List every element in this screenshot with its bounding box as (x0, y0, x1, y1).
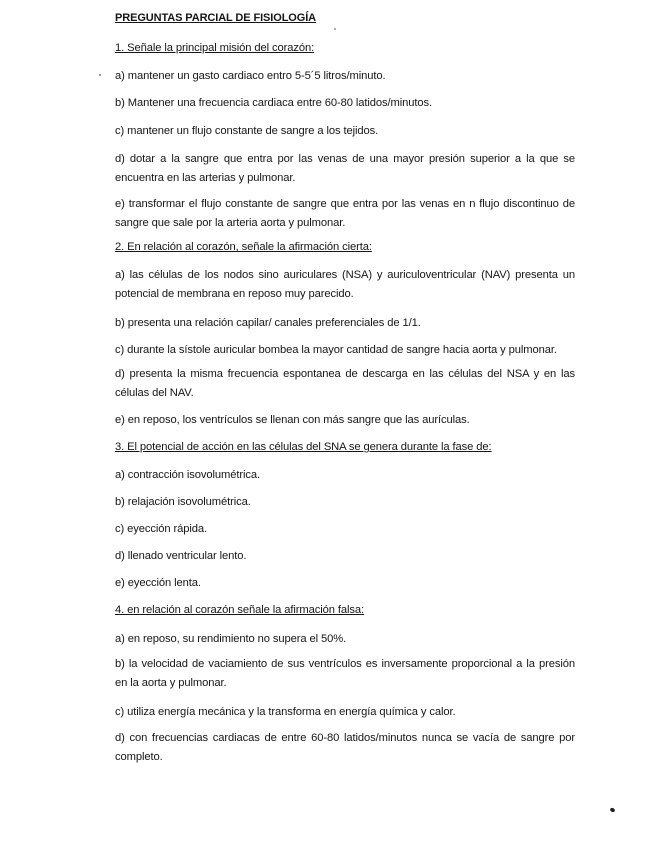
scan-speck (334, 28, 336, 30)
q1-option-b: b) Mantener una frecuencia cardiaca entre 60-80 latidos/minutos. (115, 97, 432, 109)
q1-option-a: a) mantener un gasto cardiaco entro 5-5´5 litros/minuto. (115, 70, 386, 82)
q1-option-c: c) mantener un flujo constante de sangre a los tejidos. (115, 125, 379, 137)
scan-speck (99, 74, 101, 76)
q3-option-d: d) llenado ventricular lento. (115, 550, 247, 562)
question-3-prompt: 3. El potencial de acción en las células del SNA se genera durante la fase de: (115, 441, 492, 453)
q3-option-b: b) relajación isovolumétrica. (115, 496, 251, 508)
q3-option-a: a) contracción isovolumétrica. (115, 469, 260, 481)
question-1-prompt: 1. Señale la principal misión del corazón: (115, 42, 315, 54)
q3-option-c: c) eyección rápida. (115, 523, 207, 535)
q2-option-a: a) las células de los nodos sino auriculares (NSA) y auriculoventricular (NAV) presenta un potencial de membrana en reposo muy parecido. (115, 269, 575, 300)
q4-option-c: c) utiliza energía mecánica y la transforma en energía química y calor. (115, 706, 456, 718)
question-4-prompt: 4. en relación al corazón señale la afirmación falsa: (115, 604, 365, 616)
q2-option-b: b) presenta una relación capilar/ canales preferenciales de 1/1. (115, 317, 421, 329)
q2-option-d: d) presenta la misma frecuencia espontanea de descarga en las células del NSA y en las células del NAV. (115, 368, 575, 399)
page-title: PREGUNTAS PARCIAL DE FISIOLOGÍA (115, 12, 317, 24)
q1-option-d: d) dotar a la sangre que entra por las venas de una mayor presión superior a la que se encuentra en las arterias y pulmonar. (115, 153, 575, 184)
q2-option-e: e) en reposo, los ventrículos se llenan con más sangre que las aurículas. (115, 414, 470, 426)
question-2-prompt: 2. En relación al corazón, señale la afirmación cierta: (115, 241, 372, 253)
q2-option-c: c) durante la sístole auricular bombea la mayor cantidad de sangre hacia aorta y pulmonar. (115, 344, 557, 356)
q4-option-a: a) en reposo, su rendimiento no supera el 50%. (115, 633, 347, 645)
q4-option-d: d) con frecuencias cardiacas de entre 60-80 latidos/minutos nunca se vacía de sangre por completo. (115, 732, 575, 763)
q3-option-e: e) eyección lenta. (115, 577, 201, 589)
scan-speck (609, 807, 615, 813)
q4-option-b: b) la velocidad de vaciamiento de sus ventrículos es inversamente proporcional a la presión en la aorta y pulmonar. (115, 658, 575, 689)
q1-option-e: e) transformar el flujo constante de sangre que entra por las venas en n flujo discontinuo de sangre que sale por la arteria aorta y pulmonar. (115, 198, 575, 229)
